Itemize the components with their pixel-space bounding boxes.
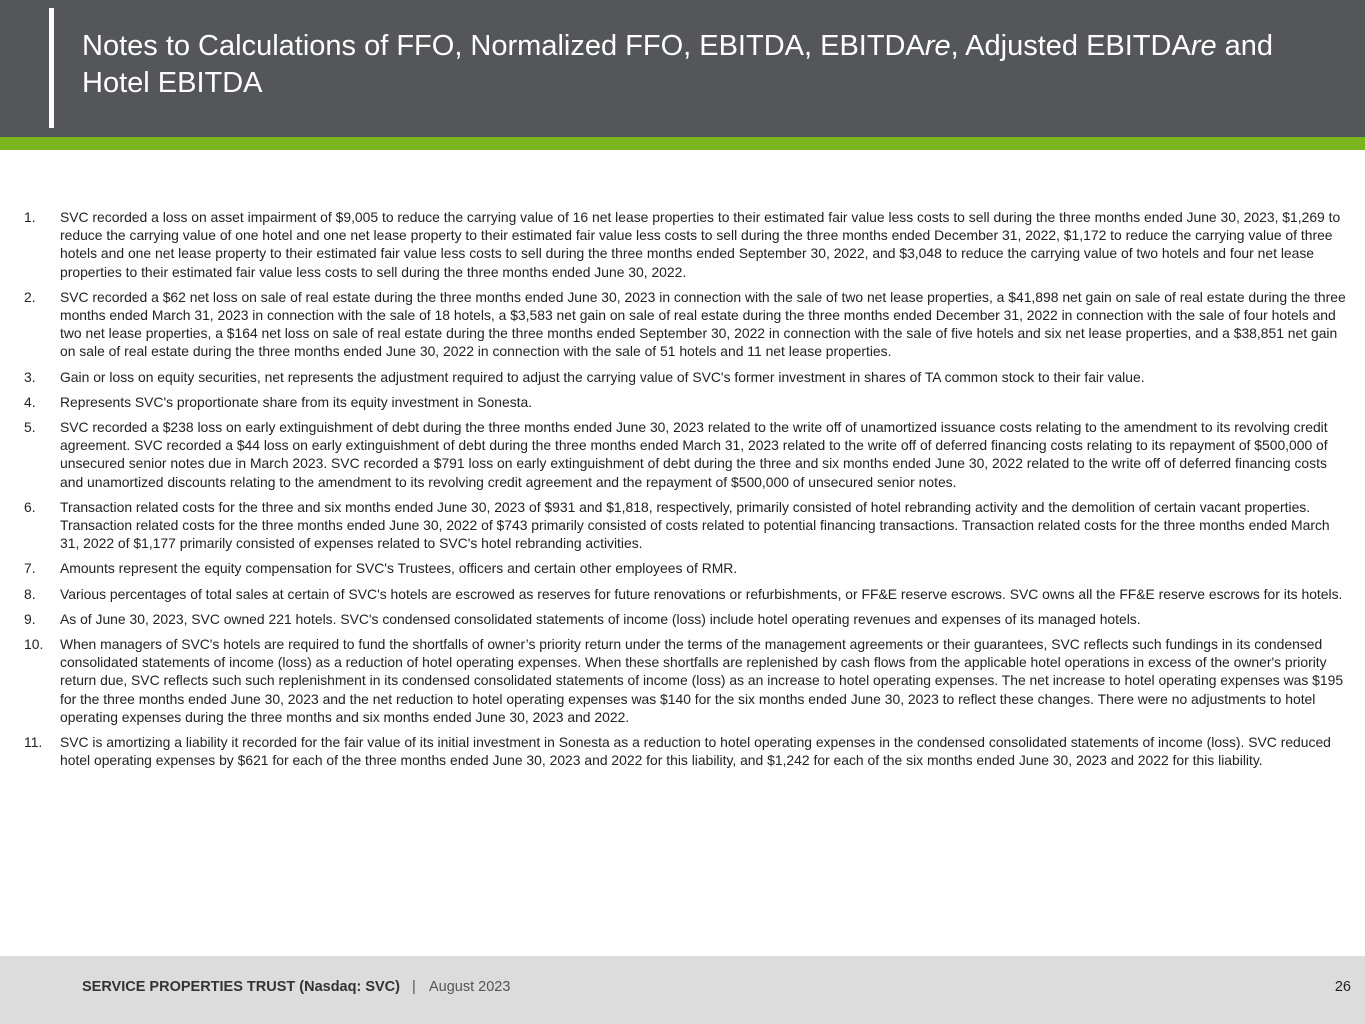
note-text: Represents SVC's proportionate share from its equity investment in Sonesta. xyxy=(60,393,533,410)
header-accent-bar xyxy=(49,8,54,128)
title-part-3: and Hotel EBITDA xyxy=(82,30,1274,99)
note-number: 4. xyxy=(24,393,36,410)
note-item xyxy=(24,733,1348,769)
title-italic-re-1: re xyxy=(924,30,951,62)
note-item xyxy=(24,635,1348,726)
note-item xyxy=(24,368,1348,386)
note-number: 11. xyxy=(24,734,43,751)
note-text: Transaction related costs for the three and six months ended June 30, 2023 of $931 and $1,818, respectively, primarily consisted of hotel rebranding activity and the demolition of certain vacant properties. Transaction related costs for the three months ended June 30, 2022 of $743 primarily consisted of costs related to potential financing transactions. Transaction related costs for the three months ended March 31, 2022 of $1,177 primarily consisted of expenses related to SVC's hotel rebranding activities. xyxy=(60,498,1330,552)
note-text: SVC recorded a $62 net loss on sale of real estate during the three months ended June 30, 2023 in connection with the sale of two net lease properties, a $41,898 net gain on sale of real estate during the three months ended March 31, 2023 in connection with the sale of 18 hotels, a $3,583 net gain on sale of real estate during the three months ended December 31, 2022 in connection with the sale of four hotels and two net lease properties, a $164 net loss on sale of real estate during the three months ended September 30, 2022 in connection with the sale of five hotels and six net lease properties, and a $38,851 net gain on sale of real estate during the three months ended June 30, 2022 in connection with the sale of 51 hotels and 11 net lease properties. xyxy=(60,288,1346,360)
note-item xyxy=(24,208,1348,281)
note-text: Amounts represent the equity compensation for SVC's Trustees, officers and certain other employees of RMR. xyxy=(60,560,738,577)
title-part-1: Notes to Calculations of FFO, Normalized FFO, EBITDA, EBITDA xyxy=(82,30,925,62)
note-item xyxy=(24,288,1348,361)
title-part-2: , Adjusted EBITDA xyxy=(950,30,1191,62)
note-number: 2. xyxy=(24,288,36,305)
note-number: 8. xyxy=(24,585,36,602)
page-title xyxy=(82,28,1312,102)
notes-list xyxy=(24,208,1348,776)
footer-date: August 2023 xyxy=(429,979,511,995)
note-text: As of June 30, 2023, SVC owned 221 hotels. SVC's condensed consolidated statements of income (loss) include hotel operating revenues and expenses of its managed hotels. xyxy=(60,610,1141,627)
header-accent-band xyxy=(0,137,1365,150)
footer-separator: | xyxy=(412,979,416,995)
page-number: 26 xyxy=(1334,979,1351,995)
note-number: 3. xyxy=(24,368,36,385)
note-text: When managers of SVC's hotels are required to fund the shortfalls of owner’s priority return under the terms of the management agreements or their guarantees, SVC reflects such fundings in its condensed consolidated statements of income (loss) as a reduction of hotel operating expenses. When these shortfalls are replenished by cash flows from the applicable hotel operations in excess of the owner's priority return due, SVC reflects such such replenishment in its condensed consolidated statements of income (loss) as an increase to hotel operating expenses. The net increase to hotel operating expenses was $195 for the three months ended June 30, 2023 and the net reduction to hotel operating expenses was $140 for the six months ended June 30, 2023 to reflect these changes. There were no adjustments to hotel operating expenses during the three months and six months ended June 30, 2023 and 2022. xyxy=(60,636,1344,725)
note-number: 10. xyxy=(24,636,44,653)
note-text: Various percentages of total sales at certain of SVC's hotels are escrowed as reserves for future renovations or refurbishments, or FF&E reserve escrows. SVC owns all the FF&E reserve escrows for its hotels. xyxy=(60,585,1343,602)
title-italic-re-2: re xyxy=(1190,30,1217,62)
note-text: SVC is amortizing a liability it recorded for the fair value of its initial investment in Sonesta as a reduction to hotel operating expenses in the condensed consolidated statements of income (loss). SVC reduced hotel operating expenses by $621 for each of the three months ended June 30, 2023 and 2022 for this liability, and $1,242 for each of the six months ended June 30, 2023 and 2022 for this liability. xyxy=(60,734,1331,769)
note-item xyxy=(24,393,1348,411)
note-number: 5. xyxy=(24,419,36,436)
slide-header xyxy=(0,0,1365,137)
note-item xyxy=(24,418,1348,491)
note-text: SVC recorded a loss on asset impairment of $9,005 to reduce the carrying value of 16 net lease properties to their estimated fair value less costs to sell during the three months ended June 30, 2023, $1,269 to reduce the carrying value of one hotel and one net lease property to their estimated fair value less costs to sell during the three months ended December 31, 2022, $1,172 to reduce the carrying value of three hotels and one net lease property to their estimated fair value less costs to sell during the three months ended September 30, 2022, and $3,048 to reduce the carrying value of two hotels and four net lease properties to their estimated fair value less costs to sell during the three months ended June 30, 2022. xyxy=(60,209,1341,280)
note-text: SVC recorded a $238 loss on early extinguishment of debt during the three months ended June 30, 2023 related to the write off of unamortized issuance costs relating to the amendment to its revolving credit agreement. SVC recorded a $44 loss on early extinguishment of debt during the three months ended March 31, 2023 related to the write off of deferred financing costs relating to its repayment of $500,000 of unsecured senior notes due in March 2023. SVC recorded a $791 loss on early extinguishment of debt during the three and six months ended June 30, 2022 related to the write off of deferred financing costs and unamortized discounts relating to the amendment to its revolving credit agreement and the repayment of $500,000 of unsecured senior notes. xyxy=(60,419,1328,490)
note-number: 6. xyxy=(24,498,36,515)
note-item xyxy=(24,610,1348,628)
note-item xyxy=(24,498,1348,553)
note-text: Gain or loss on equity securities, net represents the adjustment required to adjust the carrying value of SVC's former investment in shares of TA common stock to their fair value. xyxy=(60,368,1145,385)
note-item xyxy=(24,559,1348,577)
footer-company-name: SERVICE PROPERTIES TRUST (Nasdaq: SVC) xyxy=(82,979,400,995)
slide-footer xyxy=(0,956,1365,1024)
note-item xyxy=(24,585,1348,603)
note-number: 1. xyxy=(24,209,36,225)
note-number: 7. xyxy=(24,560,36,577)
note-number: 9. xyxy=(24,610,36,627)
